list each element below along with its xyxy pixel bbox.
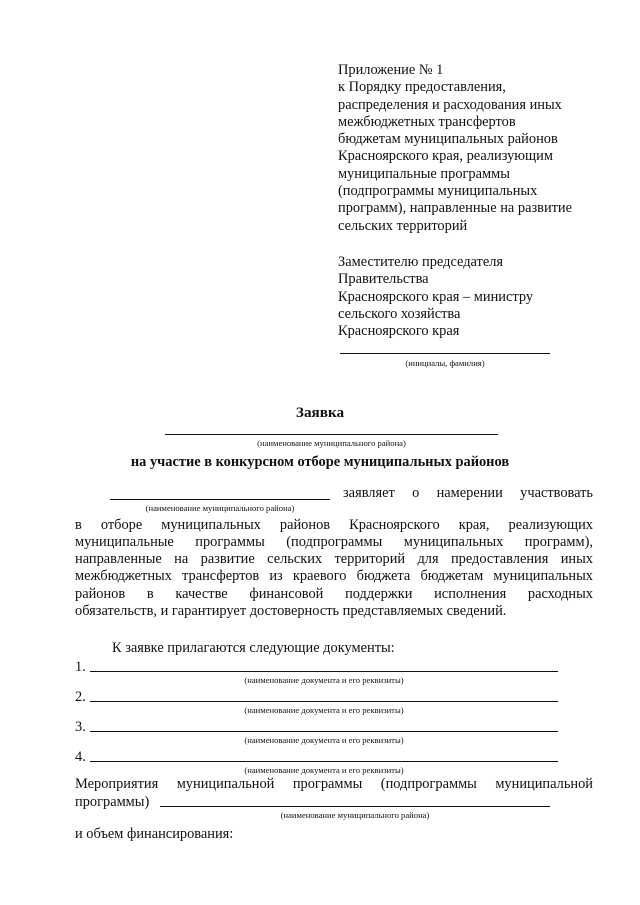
body-line: межбюджетных трансфертов из краевого бюджета бюджетам муниципальных [75, 568, 593, 584]
appendix-line: сельских территорий [338, 217, 468, 234]
program-line: Мероприятия муниципальной программы (подпрограммы муниципальной [75, 776, 593, 792]
document-caption: (наименование документа и его реквизиты) [244, 735, 404, 745]
program-label: программы) [75, 794, 150, 810]
body-line: районов в качестве финансовой поддержки исполнения расходных [75, 586, 593, 602]
body-line: в отборе муниципальных районов Красноярского края, реализующих [75, 517, 593, 533]
documents-intro: К заявке прилагаются следующие документы: [112, 640, 395, 656]
applicant-district-caption: (наименование муниципального района) [145, 503, 295, 513]
appendix-line: (подпрограммы муниципальных [338, 183, 538, 200]
funding-label: и объем финансирования: [75, 826, 234, 842]
page-title: Заявка [295, 404, 345, 421]
document-field[interactable] [90, 731, 558, 732]
body-line: направленные на развитие сельских территорий для предоставления иных [75, 551, 593, 567]
appendix-line: муниципальные программы [338, 165, 510, 182]
appendix-line: межбюджетных трансфертов [338, 113, 516, 130]
intent-text: заявляет о намерении участвовать [343, 485, 593, 501]
body-line: обязательств, и гарантирует достоверность представляемых сведений. [75, 603, 507, 619]
district-caption: (наименование муниципального района) [257, 438, 406, 448]
appendix-line: бюджетам муниципальных районов [338, 131, 558, 148]
appendix-block [338, 62, 572, 235]
appendix-line: Красноярского края, реализующим [338, 148, 553, 165]
signature-line[interactable] [340, 353, 550, 354]
addressee-line: Красноярского края [338, 323, 460, 340]
page-subtitle: на участие в конкурсном отборе муниципальных районов [130, 454, 510, 470]
document-number: 4. [75, 749, 86, 765]
document-number: 1. [75, 659, 86, 675]
program-field[interactable] [160, 806, 550, 807]
document-number: 3. [75, 719, 86, 735]
applicant-district-line[interactable] [110, 499, 330, 500]
document-field[interactable] [90, 761, 558, 762]
document-number: 2. [75, 689, 86, 705]
appendix-line: программ), направленные на развитие [338, 200, 573, 217]
addressee-line: Правительства [338, 271, 429, 288]
addressee-block [338, 254, 533, 340]
document-field[interactable] [90, 701, 558, 702]
appendix-line: к Порядку предоставления, [338, 79, 506, 96]
addressee-line: Красноярского края – министру [338, 288, 534, 305]
body-line: муниципальные программы (подпрограммы муниципальных программ), [75, 534, 593, 550]
addressee-line: сельского хозяйства [338, 305, 461, 322]
district-name-line[interactable] [165, 434, 498, 435]
program-caption: (наименование муниципального района) [280, 810, 430, 820]
document-caption: (наименование документа и его реквизиты) [244, 705, 404, 715]
document-caption: (наименование документа и его реквизиты) [244, 675, 404, 685]
appendix-line: Приложение № 1 [338, 62, 444, 78]
appendix-line: распределения и расходования иных [338, 96, 562, 113]
signature-caption: (инициалы, фамилия) [405, 358, 485, 368]
document-caption: (наименование документа и его реквизиты) [244, 765, 404, 775]
document-field[interactable] [90, 671, 558, 672]
addressee-line: Заместителю председателя [338, 254, 504, 270]
